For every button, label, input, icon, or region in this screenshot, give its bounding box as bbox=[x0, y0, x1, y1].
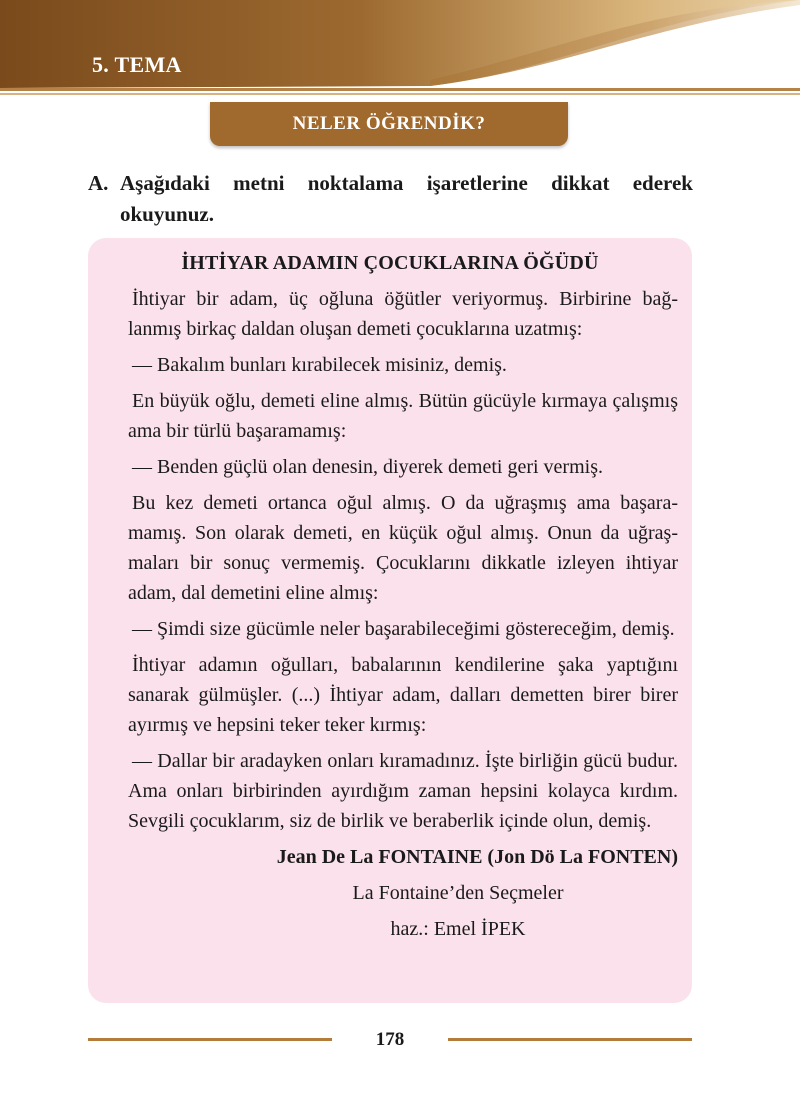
story-author: Jean De La FONTAINE (Jon Dö La FONTEN) bbox=[276, 846, 678, 868]
story-source: La Fontaine’den Seçmeler bbox=[352, 882, 564, 904]
page-number: 178 bbox=[375, 1029, 405, 1050]
story-paragraph: — Bakalım bunları kırabilecek misiniz, demiş. bbox=[132, 354, 507, 376]
story-box bbox=[88, 238, 692, 1003]
instruction-letter: A. bbox=[88, 171, 109, 195]
header-decoration bbox=[0, 0, 800, 100]
story-editor: haz.: Emel İPEK bbox=[390, 918, 526, 940]
instruction bbox=[88, 168, 693, 230]
section-title-banner bbox=[210, 102, 568, 146]
footer-rule-left bbox=[88, 1038, 332, 1041]
section-title: NELER ÖĞRENDİK? bbox=[292, 113, 486, 134]
instruction-text: Aşağıdaki metni noktalama işaretlerine dikkat ederek okuyunuz. bbox=[120, 171, 693, 226]
story-paragraph: İhtiyar adamın oğulları, babalarının kendilerine şaka yaptığını sanarak gülmüşler. (...) İhtiyar adam, dalları demetten birer birer ayırmış ve hepsini teker teker kırmış: bbox=[128, 654, 678, 736]
story-paragraph: — Şimdi size gücümle neler başarabileceğimi göstereceğim, demiş. bbox=[132, 618, 675, 640]
story-paragraph: İhtiyar bir adam, üç oğluna öğütler veriyormuş. Birbirine bağ-lanmış birkaç daldan oluşan demeti çocuklarına uzatmış: bbox=[128, 288, 678, 340]
story-title: İHTİYAR ADAMIN ÇOCUKLARINA ÖĞÜDÜ bbox=[181, 252, 599, 274]
story-paragraph: — Dallar bir aradayken onları kıramadınız. İşte birliğin gücü budur. Ama onları birbirinden ayırdığım zaman hepsini kolayca kırdım. Sevgili çocuklarım, siz de birlik ve beraberlik içinde olun, demiş. bbox=[128, 750, 678, 832]
theme-label: 5. TEMA bbox=[92, 52, 182, 77]
footer-rule-right bbox=[448, 1038, 692, 1041]
story-paragraph: En büyük oğlu, demeti eline almış. Bütün gücüyle kırmaya çalışmış ama bir türlü başaramamış: bbox=[128, 390, 678, 442]
story-paragraph: Bu kez demeti ortanca oğul almış. O da uğraşmış ama başara-mamış. Son olarak demeti, en küçük oğul almış. Onun da uğraş-maları bir sonuç vermemiş. Çocuklarını dikkatle izleyen ihtiyar adam, dal demetini eline almış: bbox=[128, 492, 678, 604]
story-paragraph: — Benden güçlü olan denesin, diyerek demeti geri vermiş. bbox=[132, 456, 603, 478]
